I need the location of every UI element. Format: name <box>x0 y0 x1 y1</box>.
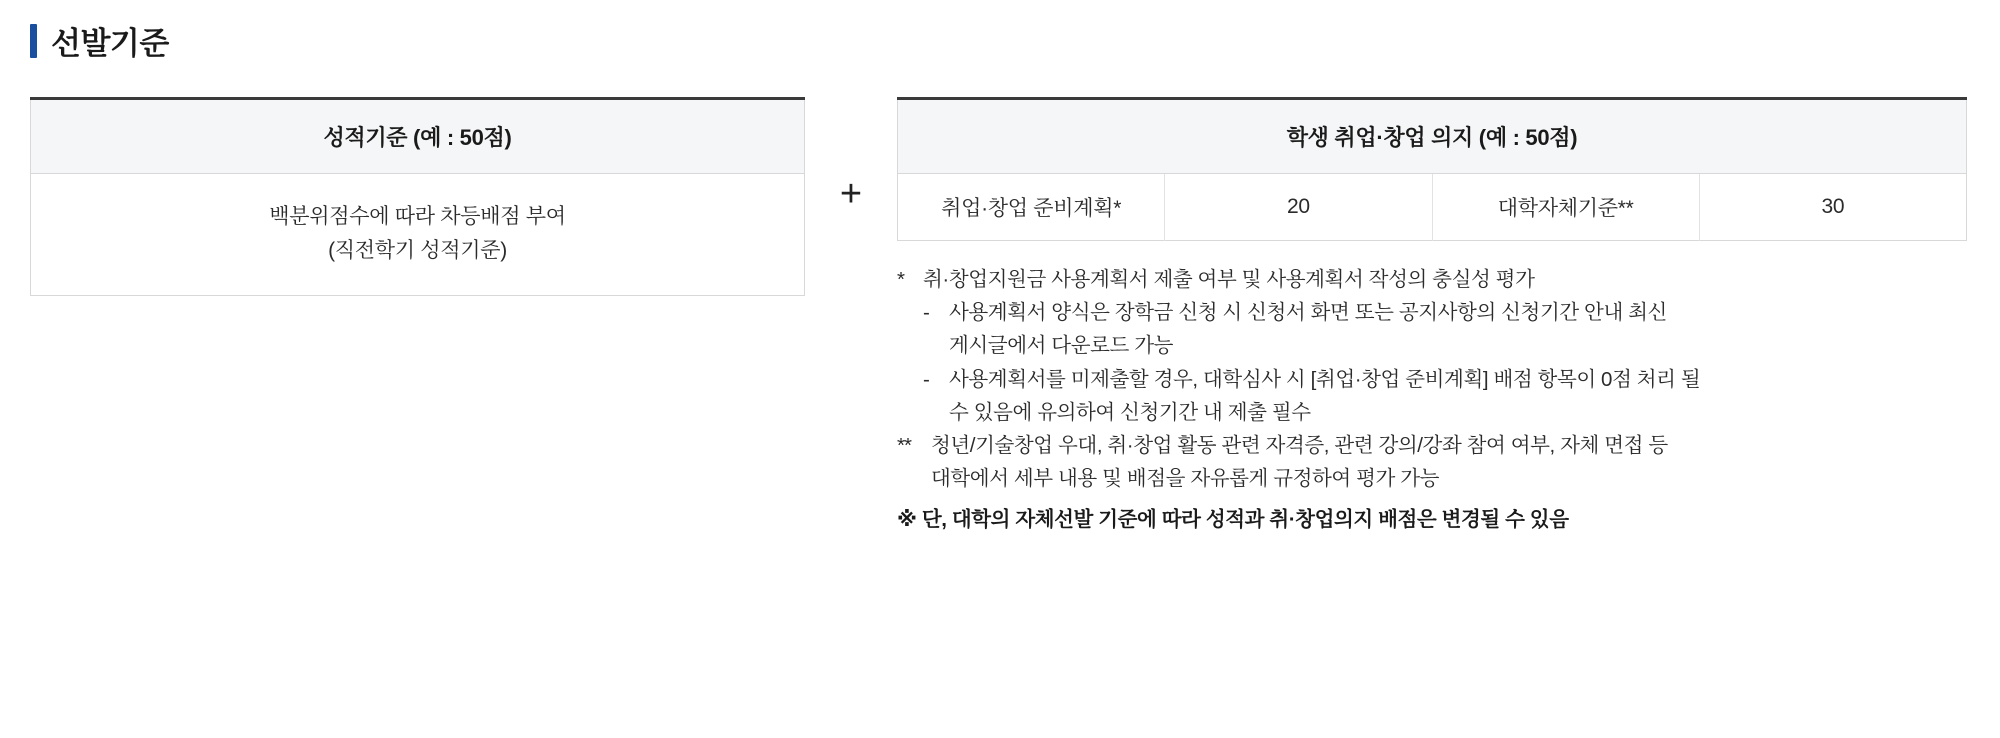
note-sub-text-line2: 수 있음에 유의하여 신청기간 내 제출 필수 <box>949 400 1311 424</box>
grade-criteria-line1: 백분위점수에 따라 차등배점 부여 <box>269 205 566 228</box>
note-sub-item <box>897 296 1967 329</box>
table-row <box>31 174 805 296</box>
document-page <box>0 18 2000 738</box>
note-text-line2: 대학에서 세부 내용 및 배점을 자유롭게 규정하여 평가 가능 <box>931 467 1440 491</box>
note-item <box>897 429 1967 462</box>
grade-criteria-cell <box>31 174 805 296</box>
note-dash-mark: - <box>923 367 930 391</box>
grade-criteria-line2: (직전학기 성적기준) <box>328 238 507 262</box>
will-item-2: 대학자체기준** <box>1432 174 1699 241</box>
note-double-star-mark: ** <box>897 434 911 458</box>
grade-criteria-table <box>30 97 805 296</box>
note-item <box>897 263 1967 296</box>
note-sub-item <box>897 363 1967 396</box>
grade-criteria-header: 성적기준 (예 : 50점) <box>31 99 805 174</box>
note-dash-mark: - <box>923 301 930 325</box>
section-accent-bar <box>30 24 37 58</box>
will-criteria-block <box>897 97 1967 537</box>
note-sub-text-line1: 사용계획서 양식은 장학금 신청 시 신청서 화면 또는 공지사항의 신청기간 안내 최신 <box>949 301 1667 325</box>
note-sub-text-line1: 사용계획서를 미제출할 경우, 대학심사 시 [취업·창업 준비계획] 배점 항목이 0점 처리 될 <box>949 367 1701 391</box>
plus-operator: + <box>839 173 863 215</box>
table-row <box>898 174 1967 241</box>
criteria-tables-row <box>0 97 2000 537</box>
page-title: 선발기준 <box>51 26 169 61</box>
section-title <box>30 18 2000 63</box>
note-emphasis: ※ 단, 대학의 자체선발 기준에 따라 성적과 취·창업의지 배점은 변경될 수 있음 <box>897 508 1569 532</box>
will-criteria-table <box>897 97 1967 241</box>
note-text: 청년/기술창업 우대, 취·창업 활동 관련 자격증, 관련 강의/강좌 참여 여부, 자체 면접 등 <box>931 434 1668 458</box>
will-score-1: 20 <box>1165 174 1432 241</box>
note-star-mark: * <box>897 268 905 291</box>
grade-criteria-block <box>30 97 805 296</box>
table-header-row <box>898 99 1967 174</box>
note-text: 취·창업지원금 사용계획서 제출 여부 및 사용계획서 작성의 충실성 평가 <box>923 268 1535 291</box>
will-item-1: 취업·창업 준비계획* <box>898 174 1165 241</box>
will-score-2: 30 <box>1821 195 1845 218</box>
table-header-row <box>31 99 805 174</box>
will-criteria-header: 학생 취업·창업 의지 (예 : 50점) <box>898 99 1967 174</box>
note-sub-text-line2: 게시글에서 다운로드 가능 <box>949 334 1174 358</box>
notes-block <box>897 263 1967 537</box>
